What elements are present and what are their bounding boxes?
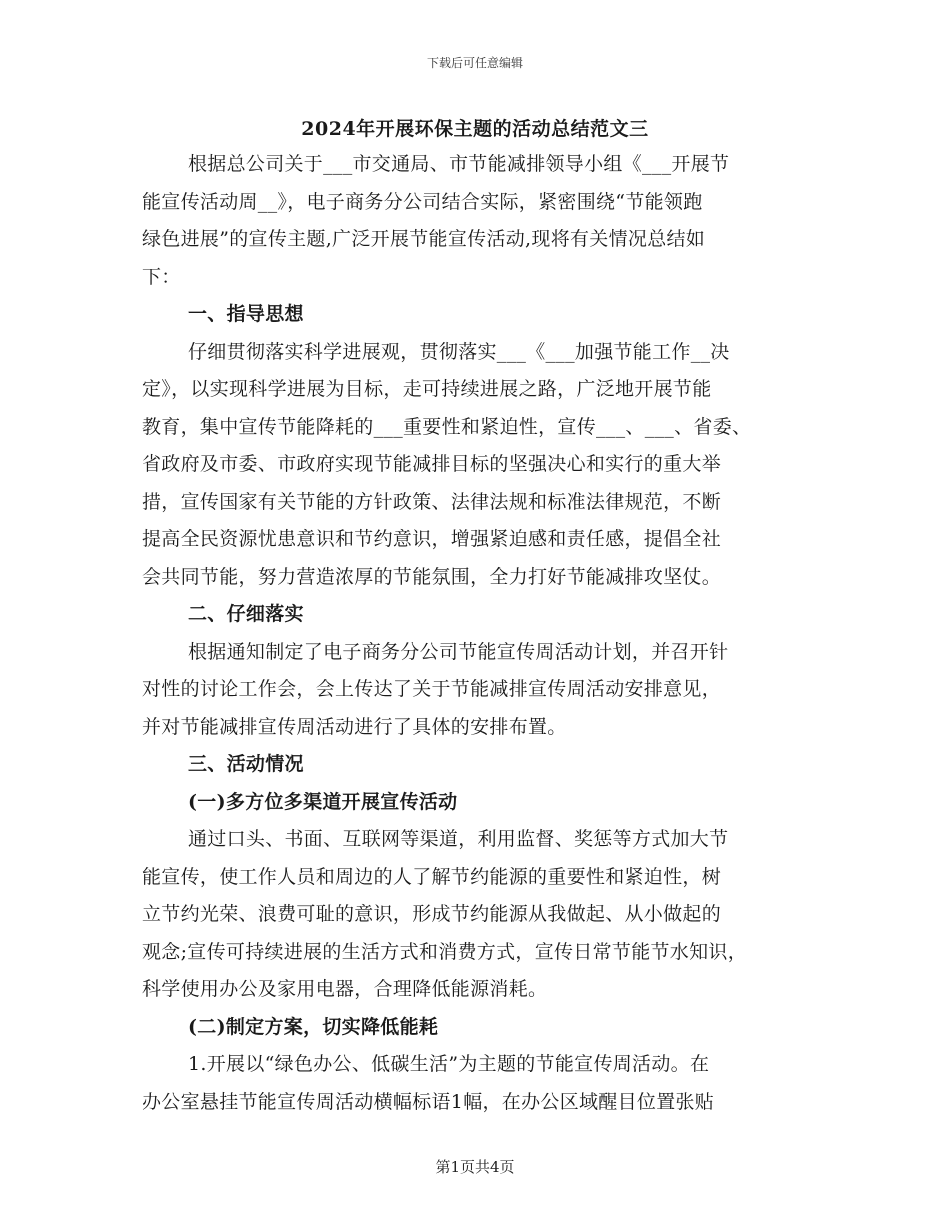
- body-line: 根据通知制定了电子商务分公司节能宣传周活动计划，并召开针: [188, 640, 729, 663]
- body-line: 通过口头、书面、互联网等渠道，利用监督、奖惩等方式加大节: [188, 828, 729, 850]
- body-line: 定》，以实现科学进展为目标，走可持续进展之路，广泛地开展节能: [142, 378, 712, 400]
- body-line: 下：: [142, 265, 181, 288]
- body-line: 绿色进展”的宣传主题,广泛开展节能宣传活动,现将有关情况总结如: [142, 228, 706, 250]
- document-title: 2024年开展环保主题的活动总结范文三: [301, 118, 649, 140]
- body-line: 省政府及市委、市政府实现节能减排目标的坚强决心和实行的重大举: [142, 453, 722, 475]
- body-line: 教育，集中宣传节能降耗的___重要性和紧迫性，宣传___、___、省委、: [142, 415, 752, 438]
- body-line: 对性的讨论工作会，会上传达了关于节能减排宣传周活动安排意见，: [142, 678, 722, 700]
- section-heading: 三、活动情况: [188, 753, 304, 775]
- body-line: 能宣传，使工作人员和周边的人了解节约能源的重要性和紧迫性，树: [142, 865, 722, 888]
- body-line: 仔细贯彻落实科学进展观，贯彻落实___《___加强节能工作__决: [188, 340, 730, 363]
- body-line: 立节约光荣、浪费可耻的意识，形成节约能源从我做起、从小做起的: [142, 903, 722, 925]
- body-line: 措，宣传国家有关节能的方针政策、法律法规和标准法律规范，不断: [142, 490, 722, 513]
- document-body: [142, 146, 822, 1121]
- section-heading: 二、仔细落实: [188, 603, 304, 625]
- body-line: 提高全民资源忧患意识和节约意识，增强紧迫感和责任感，提倡全社: [142, 528, 722, 550]
- subsection-heading: (二)制定方案，切实降低能耗: [188, 1015, 439, 1038]
- body-line: 观念;宣传可持续进展的生活方式和消费方式，宣传日常节能节水知识，: [142, 940, 748, 963]
- body-line: 科学使用办公及家用电器，合理降低能源消耗。: [142, 978, 548, 1000]
- body-line: 能宣传活动周__》，电子商务分公司结合实际，紧密围绕“节能领跑: [142, 190, 703, 213]
- page-number-footer: 第1页共4页: [435, 1158, 515, 1176]
- section-heading: 一、指导思想: [188, 303, 304, 325]
- body-line: 办公室悬挂节能宣传周活动横幅标语1幅，在办公区域醒目位置张贴: [142, 1090, 715, 1113]
- body-line: 1.开展以“绿色办公、低碳生活”为主题的节能宣传周活动。在: [188, 1053, 710, 1075]
- body-line: 并对节能减排宣传周活动进行了具体的安排布置。: [142, 715, 567, 738]
- header-note: 下载后可任意编辑: [426, 56, 523, 70]
- subsection-heading: (一)多方位多渠道开展宣传活动: [188, 790, 458, 813]
- body-line: 根据总公司关于___市交通局、市节能减排领导小组《___开展节: [188, 153, 730, 175]
- body-line: 会共同节能，努力营造浓厚的节能氛围，全力打好节能减排攻坚仗。: [142, 565, 722, 588]
